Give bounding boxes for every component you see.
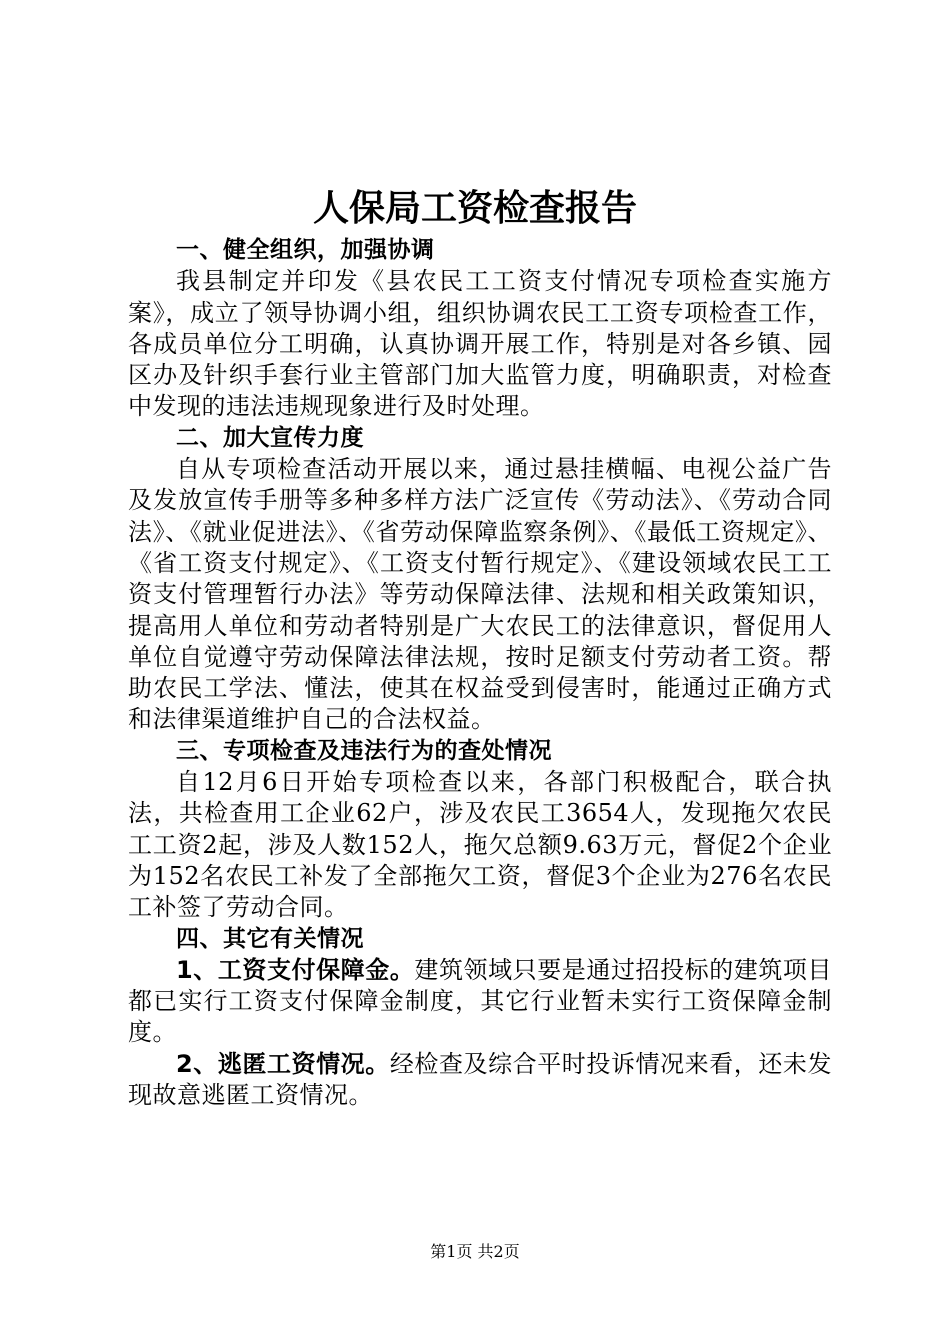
section-heading-4: 四、其它有关情况 [176, 925, 364, 952]
item-lead-wage-evasion: 2、逃匿工资情况。 [176, 1049, 390, 1078]
item-text-salary-guarantee: 建筑领域只要是通过招投标的建筑项目都已实行工资支付保障金制度，其它行业暂未实行工资保障金制度。 [128, 955, 832, 1047]
section-heading-2: 二、加大宣传力度 [176, 424, 364, 451]
section-heading-3: 三、专项检查及违法行为的查处情况 [176, 737, 552, 764]
section-paragraph-1: 我县制定并印发《县农民工工资支付情况专项检查实施方案》，成立了领导协调小组，组织协调农民工工资专项检查工作，各成员单位分工明确，认真协调开展工作，特别是对各乡镇、园区办及针织手套行业主管部门加大监管力度，明确职责，对检查中发现的违法违规现象进行及时处理。 [128, 267, 832, 421]
document-body [128, 235, 832, 1111]
section-paragraph-2: 自从专项检查活动开展以来，通过悬挂横幅、电视公益广告及发放宣传手册等多种多样方法广泛宣传《劳动法》、《劳动合同法》、《就业促进法》、《省劳动保障监察条例》、《最低工资规定》、《省工资支付规定》、《工资支付暂行规定》、《建设领域农民工工资支付管理暂行办法》等劳动保障法律、法规和相关政策知识，提高用人单位和劳动者特别是广大农民工的法律意识，督促用人单位自觉遵守劳动保障法律法规，按时足额支付劳动者工资。帮助农民工学法、懂法，使其在权益受到侵害时，能通过正确方式和法律渠道维护自己的合法权益。 [128, 455, 832, 734]
list-item-wage-evasion [128, 1049, 832, 1112]
item-text-wage-evasion: 经检查及综合平时投诉情况来看，还未发现故意逃匿工资情况。 [128, 1049, 833, 1110]
section-paragraph-3: 自12月6日开始专项检查以来，各部门积极配合，联合执法，共检查用工企业62户，涉及农民工3654人，发现拖欠农民工工资2起，涉及人数152人，拖欠总额9.63万元，督促2个企业为152名农民工补发了全部拖欠工资，督促3个企业为276名农民工补签了劳动合同。 [128, 768, 832, 922]
document-title: 人保局工资检查报告 [312, 187, 637, 229]
item-lead-salary-guarantee: 1、工资支付保障金。 [176, 955, 415, 984]
list-item-salary-guarantee [128, 955, 832, 1049]
page-indicator: 第1页 共2页 [430, 1242, 520, 1261]
section-heading-1: 一、健全组织，加强协调 [176, 237, 435, 263]
